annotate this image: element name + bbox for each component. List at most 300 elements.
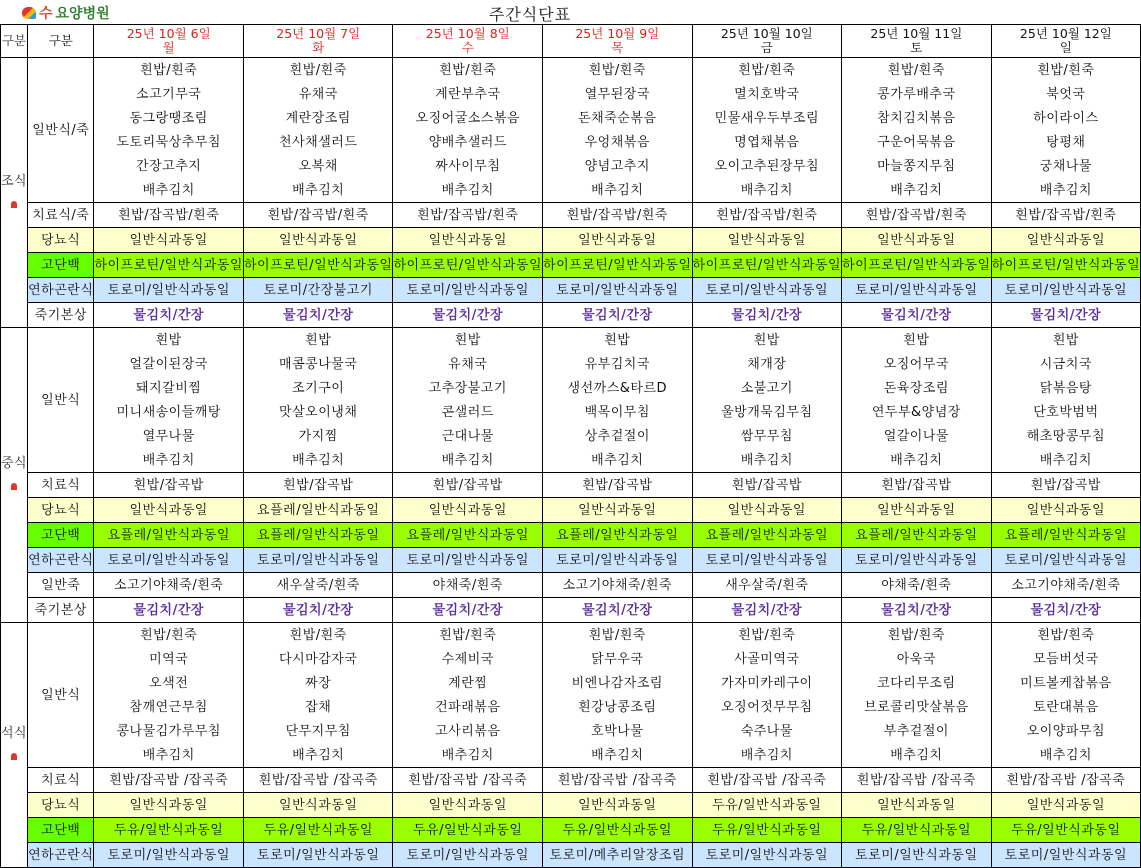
menu-item: 마늘쫑지무침 [842, 154, 992, 178]
lunch-row [1, 473, 1141, 498]
therapeutic-item: 흰밥/잡곡밥 /잡곡죽 [243, 768, 393, 793]
high-protein-item: 요플레/일반식과동일 [94, 523, 244, 548]
diabetic-item: 일반식과동일 [94, 228, 244, 253]
menu-item: 흰밥 [94, 328, 244, 353]
lunch-row [1, 400, 1141, 424]
lunch-row [1, 328, 1141, 353]
therapeutic-item: 흰밥/잡곡밥 /잡곡죽 [543, 768, 693, 793]
diabetic-label: 당뇨식 [28, 793, 94, 818]
day-of-week: 일 [1059, 40, 1072, 55]
day-header [94, 25, 244, 58]
menu-item: 흰밥/흰죽 [842, 58, 992, 83]
porridge-item: 물김치/간장 [543, 598, 693, 623]
day-of-week: 목 [611, 40, 624, 55]
diabetic-item: 일반식과동일 [991, 498, 1141, 523]
menu-item: 배추김치 [94, 448, 244, 473]
menu-item: 유부김치국 [543, 352, 693, 376]
menu-item: 돈육장조림 [842, 376, 992, 400]
lunch-row [1, 523, 1141, 548]
day-date: 25년 10월 6일 [126, 26, 211, 41]
porridge-item: 물김치/간장 [243, 598, 393, 623]
menu-item: 생선까스&타르D [543, 376, 693, 400]
menu-item: 얼갈이나물 [842, 424, 992, 448]
dinner-row [1, 671, 1141, 695]
menu-item: 콩나물김가루무침 [94, 719, 244, 743]
porridge-label: 죽기본상 [28, 303, 94, 328]
dysphagia-item: 토로미/일반식과동일 [692, 843, 842, 868]
menu-item: 비엔나감자조림 [543, 671, 693, 695]
diabetic-item: 일반식과동일 [94, 498, 244, 523]
dysphagia-item: 토로미/일반식과동일 [393, 278, 543, 303]
day-of-week: 월 [162, 40, 175, 55]
porridge-item: 물김치/간장 [243, 303, 393, 328]
menu-item: 배추김치 [94, 743, 244, 768]
menu-item: 구운어묵볶음 [842, 130, 992, 154]
dinner-row [1, 843, 1141, 868]
porridge-day-item: 야채죽/흰죽 [393, 573, 543, 598]
dysphagia-item: 토로미/일반식과동일 [243, 548, 393, 573]
day-header [543, 25, 693, 58]
therapeutic-item: 흰밥/잡곡밥 [692, 473, 842, 498]
menu-item: 배추김치 [842, 448, 992, 473]
high-protein-item: 하이프로틴/일반식과동일 [543, 253, 693, 278]
day-date: 25년 10월 12일 [1019, 26, 1112, 41]
breakfast-row [1, 178, 1141, 203]
menu-item: 부추겉절이 [842, 719, 992, 743]
dinner-row [1, 743, 1141, 768]
lunch-row [1, 448, 1141, 473]
therapeutic-item: 흰밥/잡곡밥/흰죽 [991, 203, 1141, 228]
menu-item: 닭무우국 [543, 647, 693, 671]
menu-item: 다시마감자국 [243, 647, 393, 671]
menu-item: 탕평채 [991, 130, 1141, 154]
day-of-week: 수 [461, 40, 474, 55]
therapeutic-item: 흰밥/잡곡밥 [543, 473, 693, 498]
lunch-row [1, 352, 1141, 376]
porridge-item: 물김치/간장 [692, 598, 842, 623]
menu-item: 흰밥/흰죽 [543, 58, 693, 83]
high-protein-item: 요플레/일반식과동일 [393, 523, 543, 548]
lunch-meal-label [1, 328, 28, 623]
hospital-logo [22, 4, 110, 22]
day-of-week: 토 [910, 40, 923, 55]
day-of-week: 금 [760, 40, 773, 55]
menu-item: 배추김치 [94, 178, 244, 203]
day-header [842, 25, 992, 58]
menu-item: 쌈무무침 [692, 424, 842, 448]
diabetic-item: 일반식과동일 [692, 228, 842, 253]
menu-item: 계란부추국 [393, 82, 543, 106]
porridge-day-item: 새우살죽/흰죽 [692, 573, 842, 598]
high-protein-item: 요플레/일반식과동일 [692, 523, 842, 548]
menu-item: 울방개묵김무침 [692, 400, 842, 424]
breakfast-row [1, 154, 1141, 178]
dysphagia-item: 토로미/간장불고기 [243, 278, 393, 303]
menu-item: 동그랑땡조림 [94, 106, 244, 130]
menu-item: 배추김치 [393, 178, 543, 203]
flower-icon [11, 201, 17, 208]
menu-item: 계란찜 [393, 671, 543, 695]
dysphagia-item: 토로미/일반식과동일 [692, 548, 842, 573]
menu-item: 흰밥/흰죽 [991, 58, 1141, 83]
menu-item: 흰밥 [991, 328, 1141, 353]
menu-item: 건파래볶음 [393, 695, 543, 719]
regular-diet-label: 일반식 [28, 328, 94, 473]
day-date: 25년 10월 8일 [425, 26, 510, 41]
porridge-item: 물김치/간장 [991, 303, 1141, 328]
menu-item: 흰밥/흰죽 [393, 58, 543, 83]
high-protein-item: 하이프로틴/일반식과동일 [94, 253, 244, 278]
therapeutic-item: 흰밥/잡곡밥 [393, 473, 543, 498]
high-protein-item: 요플레/일반식과동일 [991, 523, 1141, 548]
flower-icon [11, 483, 17, 490]
therapeutic-item: 흰밥/잡곡밥/흰죽 [393, 203, 543, 228]
diabetic-item: 일반식과동일 [393, 228, 543, 253]
menu-item: 돼지갈비찜 [94, 376, 244, 400]
menu-item: 단무지무침 [243, 719, 393, 743]
menu-item: 수제비국 [393, 647, 543, 671]
diabetic-item: 일반식과동일 [842, 793, 992, 818]
menu-item: 돈채죽순볶음 [543, 106, 693, 130]
high-protein-item: 하이프로틴/일반식과동일 [692, 253, 842, 278]
diabetic-item: 일반식과동일 [94, 793, 244, 818]
therapeutic-item: 흰밥/잡곡밥 [991, 473, 1141, 498]
high-protein-item: 요플레/일반식과동일 [543, 523, 693, 548]
dinner-row [1, 818, 1141, 843]
therapeutic-item: 흰밥/잡곡밥 [94, 473, 244, 498]
day-date: 25년 10월 7일 [276, 26, 361, 41]
dysphagia-item: 토로미/일반식과동일 [692, 278, 842, 303]
logo-accent: 수 [39, 6, 53, 22]
lunch-row [1, 424, 1141, 448]
therapeutic-item: 흰밥/잡곡밥 [842, 473, 992, 498]
dinner-meal-label [1, 623, 28, 868]
menu-item: 배추김치 [543, 178, 693, 203]
menu-item: 흰밥/흰죽 [692, 623, 842, 648]
menu-item: 배추김치 [243, 448, 393, 473]
porridge-day-item: 소고기야채죽/흰죽 [991, 573, 1141, 598]
therapeutic-item: 흰밥/잡곡밥 /잡곡죽 [393, 768, 543, 793]
breakfast-row [1, 106, 1141, 130]
menu-item: 흰밥/흰죽 [393, 623, 543, 648]
menu-item: 양배추샐러드 [393, 130, 543, 154]
menu-item: 짜장 [243, 671, 393, 695]
breakfast-row [1, 228, 1141, 253]
porridge-day-item: 야채죽/흰죽 [842, 573, 992, 598]
high-protein-item: 두유/일반식과동일 [543, 818, 693, 843]
menu-item: 오이고추된장무침 [692, 154, 842, 178]
menu-item: 오징어젓무무침 [692, 695, 842, 719]
menu-item: 맛살오이냉채 [243, 400, 393, 424]
day-date: 25년 10월 11일 [870, 26, 963, 41]
category-header: 구분 [28, 25, 94, 58]
menu-item: 닭볶음탕 [991, 376, 1141, 400]
therapeutic-item: 흰밥/잡곡밥/흰죽 [692, 203, 842, 228]
regular-diet-label: 일반식/죽 [28, 58, 94, 203]
menu-item: 조기구이 [243, 376, 393, 400]
dysphagia-label: 연하곤란식 [28, 843, 94, 868]
hospital-logo-icon [22, 7, 36, 19]
menu-item: 흰밥 [393, 328, 543, 353]
menu-item: 가자미카레구이 [692, 671, 842, 695]
high-protein-item: 하이프로틴/일반식과동일 [243, 253, 393, 278]
logo-text: 요양병원 [55, 6, 110, 22]
high-protein-label: 고단백 [28, 523, 94, 548]
porridge-item: 물김치/간장 [842, 303, 992, 328]
flower-icon [11, 753, 17, 760]
diabetic-item: 일반식과동일 [543, 228, 693, 253]
menu-item: 배추김치 [393, 448, 543, 473]
weekly-menu-table [0, 24, 1141, 868]
porridge-day-item: 새우살죽/흰죽 [243, 573, 393, 598]
dysphagia-label: 연하곤란식 [28, 278, 94, 303]
therapeutic-item: 흰밥/잡곡밥 /잡곡죽 [94, 768, 244, 793]
lunch-row [1, 598, 1141, 623]
menu-item: 단호박범벅 [991, 400, 1141, 424]
menu-item: 명엽채볶음 [692, 130, 842, 154]
diabetic-item: 일반식과동일 [393, 498, 543, 523]
diabetic-item: 일반식과동일 [393, 793, 543, 818]
menu-item: 흰밥/흰죽 [991, 623, 1141, 648]
day-header [393, 25, 543, 58]
therapeutic-item: 흰밥/잡곡밥/흰죽 [243, 203, 393, 228]
diabetic-item: 일반식과동일 [243, 228, 393, 253]
breakfast-row [1, 82, 1141, 106]
menu-item: 흰밥 [243, 328, 393, 353]
menu-item: 코다리무조림 [842, 671, 992, 695]
therapeutic-label: 치료식 [28, 473, 94, 498]
diabetic-item: 일반식과동일 [243, 793, 393, 818]
menu-item: 사골미역국 [692, 647, 842, 671]
therapeutic-label: 치료식 [28, 768, 94, 793]
dysphagia-item: 토로미/일반식과동일 [393, 548, 543, 573]
diabetic-label: 당뇨식 [28, 498, 94, 523]
therapeutic-item: 흰밥/잡곡밥/흰죽 [94, 203, 244, 228]
menu-item: 상추겉절이 [543, 424, 693, 448]
dysphagia-item: 토로미/일반식과동일 [991, 278, 1141, 303]
menu-item: 배추김치 [842, 743, 992, 768]
menu-item: 오복채 [243, 154, 393, 178]
page-title: 주간식단표 [488, 5, 572, 24]
menu-item: 짜사이무침 [393, 154, 543, 178]
menu-item: 천사채샐러드 [243, 130, 393, 154]
menu-item: 배추김치 [393, 743, 543, 768]
menu-item: 연두부&양념장 [842, 400, 992, 424]
dysphagia-item: 토로미/일반식과동일 [991, 548, 1141, 573]
menu-item: 배추김치 [543, 743, 693, 768]
diabetic-item: 일반식과동일 [991, 793, 1141, 818]
day-header [692, 25, 842, 58]
menu-item: 소고기무국 [94, 82, 244, 106]
menu-item: 브로콜리맛살볶음 [842, 695, 992, 719]
dinner-row [1, 793, 1141, 818]
menu-item: 흰밥 [842, 328, 992, 353]
lunch-row [1, 548, 1141, 573]
dysphagia-item: 토로미/일반식과동일 [842, 548, 992, 573]
menu-item: 오징어굴소스볶음 [393, 106, 543, 130]
dysphagia-label: 연하곤란식 [28, 548, 94, 573]
lunch-row [1, 573, 1141, 598]
menu-item: 모듬버섯국 [991, 647, 1141, 671]
menu-item: 흰밥/흰죽 [543, 623, 693, 648]
meal-name: 중식 [1, 456, 28, 471]
menu-item: 흰강낭콩조림 [543, 695, 693, 719]
high-protein-label: 고단백 [28, 253, 94, 278]
menu-item: 배추김치 [991, 743, 1141, 768]
meal-name: 조식 [1, 173, 28, 189]
dysphagia-item: 토로미/일반식과동일 [543, 548, 693, 573]
menu-item: 아욱국 [842, 647, 992, 671]
menu-item: 흰밥/흰죽 [692, 58, 842, 83]
dysphagia-item: 토로미/일반식과동일 [94, 843, 244, 868]
menu-item: 흰밥/흰죽 [243, 58, 393, 83]
menu-item: 얼갈이된장국 [94, 352, 244, 376]
diabetic-label: 당뇨식 [28, 228, 94, 253]
high-protein-label: 고단백 [28, 818, 94, 843]
high-protein-item: 두유/일반식과동일 [94, 818, 244, 843]
diabetic-item: 두유/일반식과동일 [692, 793, 842, 818]
porridge-item: 물김치/간장 [692, 303, 842, 328]
menu-item: 흰밥/흰죽 [243, 623, 393, 648]
porridge-item: 물김치/간장 [94, 598, 244, 623]
diabetic-item: 일반식과동일 [543, 498, 693, 523]
diabetic-item: 일반식과동일 [991, 228, 1141, 253]
high-protein-item: 두유/일반식과동일 [243, 818, 393, 843]
regular-diet-label: 일반식 [28, 623, 94, 768]
menu-item: 흰밥 [692, 328, 842, 353]
high-protein-item: 하이프로틴/일반식과동일 [393, 253, 543, 278]
porridge-label: 죽기본상 [28, 598, 94, 623]
diabetic-item: 일반식과동일 [842, 228, 992, 253]
menu-item: 배추김치 [543, 448, 693, 473]
dinner-row [1, 768, 1141, 793]
menu-item: 민물새우두부조림 [692, 106, 842, 130]
porridge-item: 물김치/간장 [393, 303, 543, 328]
diabetic-item: 요플레/일반식과동일 [243, 498, 393, 523]
lunch-row [1, 376, 1141, 400]
menu-item: 소불고기 [692, 376, 842, 400]
meal-name: 석식 [1, 726, 28, 741]
diabetic-item: 일반식과동일 [543, 793, 693, 818]
menu-item: 배추김치 [692, 178, 842, 203]
menu-item: 콩가루배추국 [842, 82, 992, 106]
menu-item: 양념고추지 [543, 154, 693, 178]
menu-item: 고사리볶음 [393, 719, 543, 743]
menu-item: 호박나물 [543, 719, 693, 743]
menu-item: 열무나물 [94, 424, 244, 448]
menu-item: 참치김치볶음 [842, 106, 992, 130]
menu-item: 토란대볶음 [991, 695, 1141, 719]
menu-item: 해초땅콩무침 [991, 424, 1141, 448]
porridge-item: 물김치/간장 [842, 598, 992, 623]
menu-item: 오이양파무침 [991, 719, 1141, 743]
dysphagia-item: 토로미/일반식과동일 [243, 843, 393, 868]
menu-item: 배추김치 [991, 448, 1141, 473]
menu-item: 열무된장국 [543, 82, 693, 106]
porridge-day-label: 일반죽 [28, 573, 94, 598]
menu-item: 배추김치 [842, 178, 992, 203]
menu-item: 가지찜 [243, 424, 393, 448]
day-date: 25년 10월 10일 [720, 26, 813, 41]
breakfast-row [1, 253, 1141, 278]
high-protein-item: 요플레/일반식과동일 [243, 523, 393, 548]
breakfast-row [1, 203, 1141, 228]
breakfast-row [1, 130, 1141, 154]
dysphagia-item: 토로미/메추리알장조림 [543, 843, 693, 868]
menu-item: 도토리묵상추무침 [94, 130, 244, 154]
menu-item: 흰밥/흰죽 [94, 58, 244, 83]
menu-item: 멸치호박국 [692, 82, 842, 106]
menu-item: 흰밥/흰죽 [842, 623, 992, 648]
breakfast-row [1, 58, 1141, 83]
therapeutic-item: 흰밥/잡곡밥 [243, 473, 393, 498]
high-protein-item: 두유/일반식과동일 [393, 818, 543, 843]
dysphagia-item: 토로미/일반식과동일 [543, 278, 693, 303]
menu-item: 배추김치 [991, 178, 1141, 203]
therapeutic-item: 흰밥/잡곡밥 /잡곡죽 [991, 768, 1141, 793]
high-protein-item: 하이프로틴/일반식과동일 [842, 253, 992, 278]
menu-item: 유채국 [243, 82, 393, 106]
dinner-row [1, 623, 1141, 648]
porridge-item: 물김치/간장 [991, 598, 1141, 623]
menu-item: 배추김치 [692, 448, 842, 473]
breakfast-row [1, 303, 1141, 328]
menu-item: 배추김치 [243, 743, 393, 768]
menu-item: 고추장불고기 [393, 376, 543, 400]
dysphagia-item: 토로미/일반식과동일 [842, 278, 992, 303]
high-protein-item: 요플레/일반식과동일 [842, 523, 992, 548]
high-protein-item: 하이프로틴/일반식과동일 [991, 253, 1141, 278]
therapeutic-item: 흰밥/잡곡밥/흰죽 [842, 203, 992, 228]
menu-item: 배추김치 [692, 743, 842, 768]
day-of-week: 화 [312, 40, 325, 55]
high-protein-item: 두유/일반식과동일 [692, 818, 842, 843]
breakfast-row [1, 278, 1141, 303]
menu-item: 숙주나물 [692, 719, 842, 743]
menu-item: 하이라이스 [991, 106, 1141, 130]
menu-item: 오징어무국 [842, 352, 992, 376]
therapeutic-item: 흰밥/잡곡밥 /잡곡죽 [842, 768, 992, 793]
porridge-item: 물김치/간장 [543, 303, 693, 328]
menu-item: 배추김치 [243, 178, 393, 203]
menu-item: 참깨연근무침 [94, 695, 244, 719]
menu-item: 근대나물 [393, 424, 543, 448]
high-protein-item: 두유/일반식과동일 [991, 818, 1141, 843]
menu-item: 간장고추지 [94, 154, 244, 178]
day-header [243, 25, 393, 58]
menu-item: 계란장조림 [243, 106, 393, 130]
menu-item: 우엉채볶음 [543, 130, 693, 154]
porridge-item: 물김치/간장 [94, 303, 244, 328]
menu-item: 미트볼케찹볶음 [991, 671, 1141, 695]
menu-item: 유채국 [393, 352, 543, 376]
menu-item: 오색전 [94, 671, 244, 695]
menu-item: 잡채 [243, 695, 393, 719]
breakfast-meal-label [1, 58, 28, 328]
corner-label: 구분 [1, 25, 28, 58]
diabetic-item: 일반식과동일 [692, 498, 842, 523]
dinner-row [1, 719, 1141, 743]
dysphagia-item: 토로미/일반식과동일 [393, 843, 543, 868]
menu-item: 미니새송이들깨탕 [94, 400, 244, 424]
therapeutic-label: 치료식/죽 [28, 203, 94, 228]
menu-item: 매콤콩나물국 [243, 352, 393, 376]
menu-item: 흰밥/흰죽 [94, 623, 244, 648]
lunch-row [1, 498, 1141, 523]
porridge-day-item: 소고기야채죽/흰죽 [543, 573, 693, 598]
therapeutic-item: 흰밥/잡곡밥 /잡곡죽 [692, 768, 842, 793]
menu-item: 시금치국 [991, 352, 1141, 376]
